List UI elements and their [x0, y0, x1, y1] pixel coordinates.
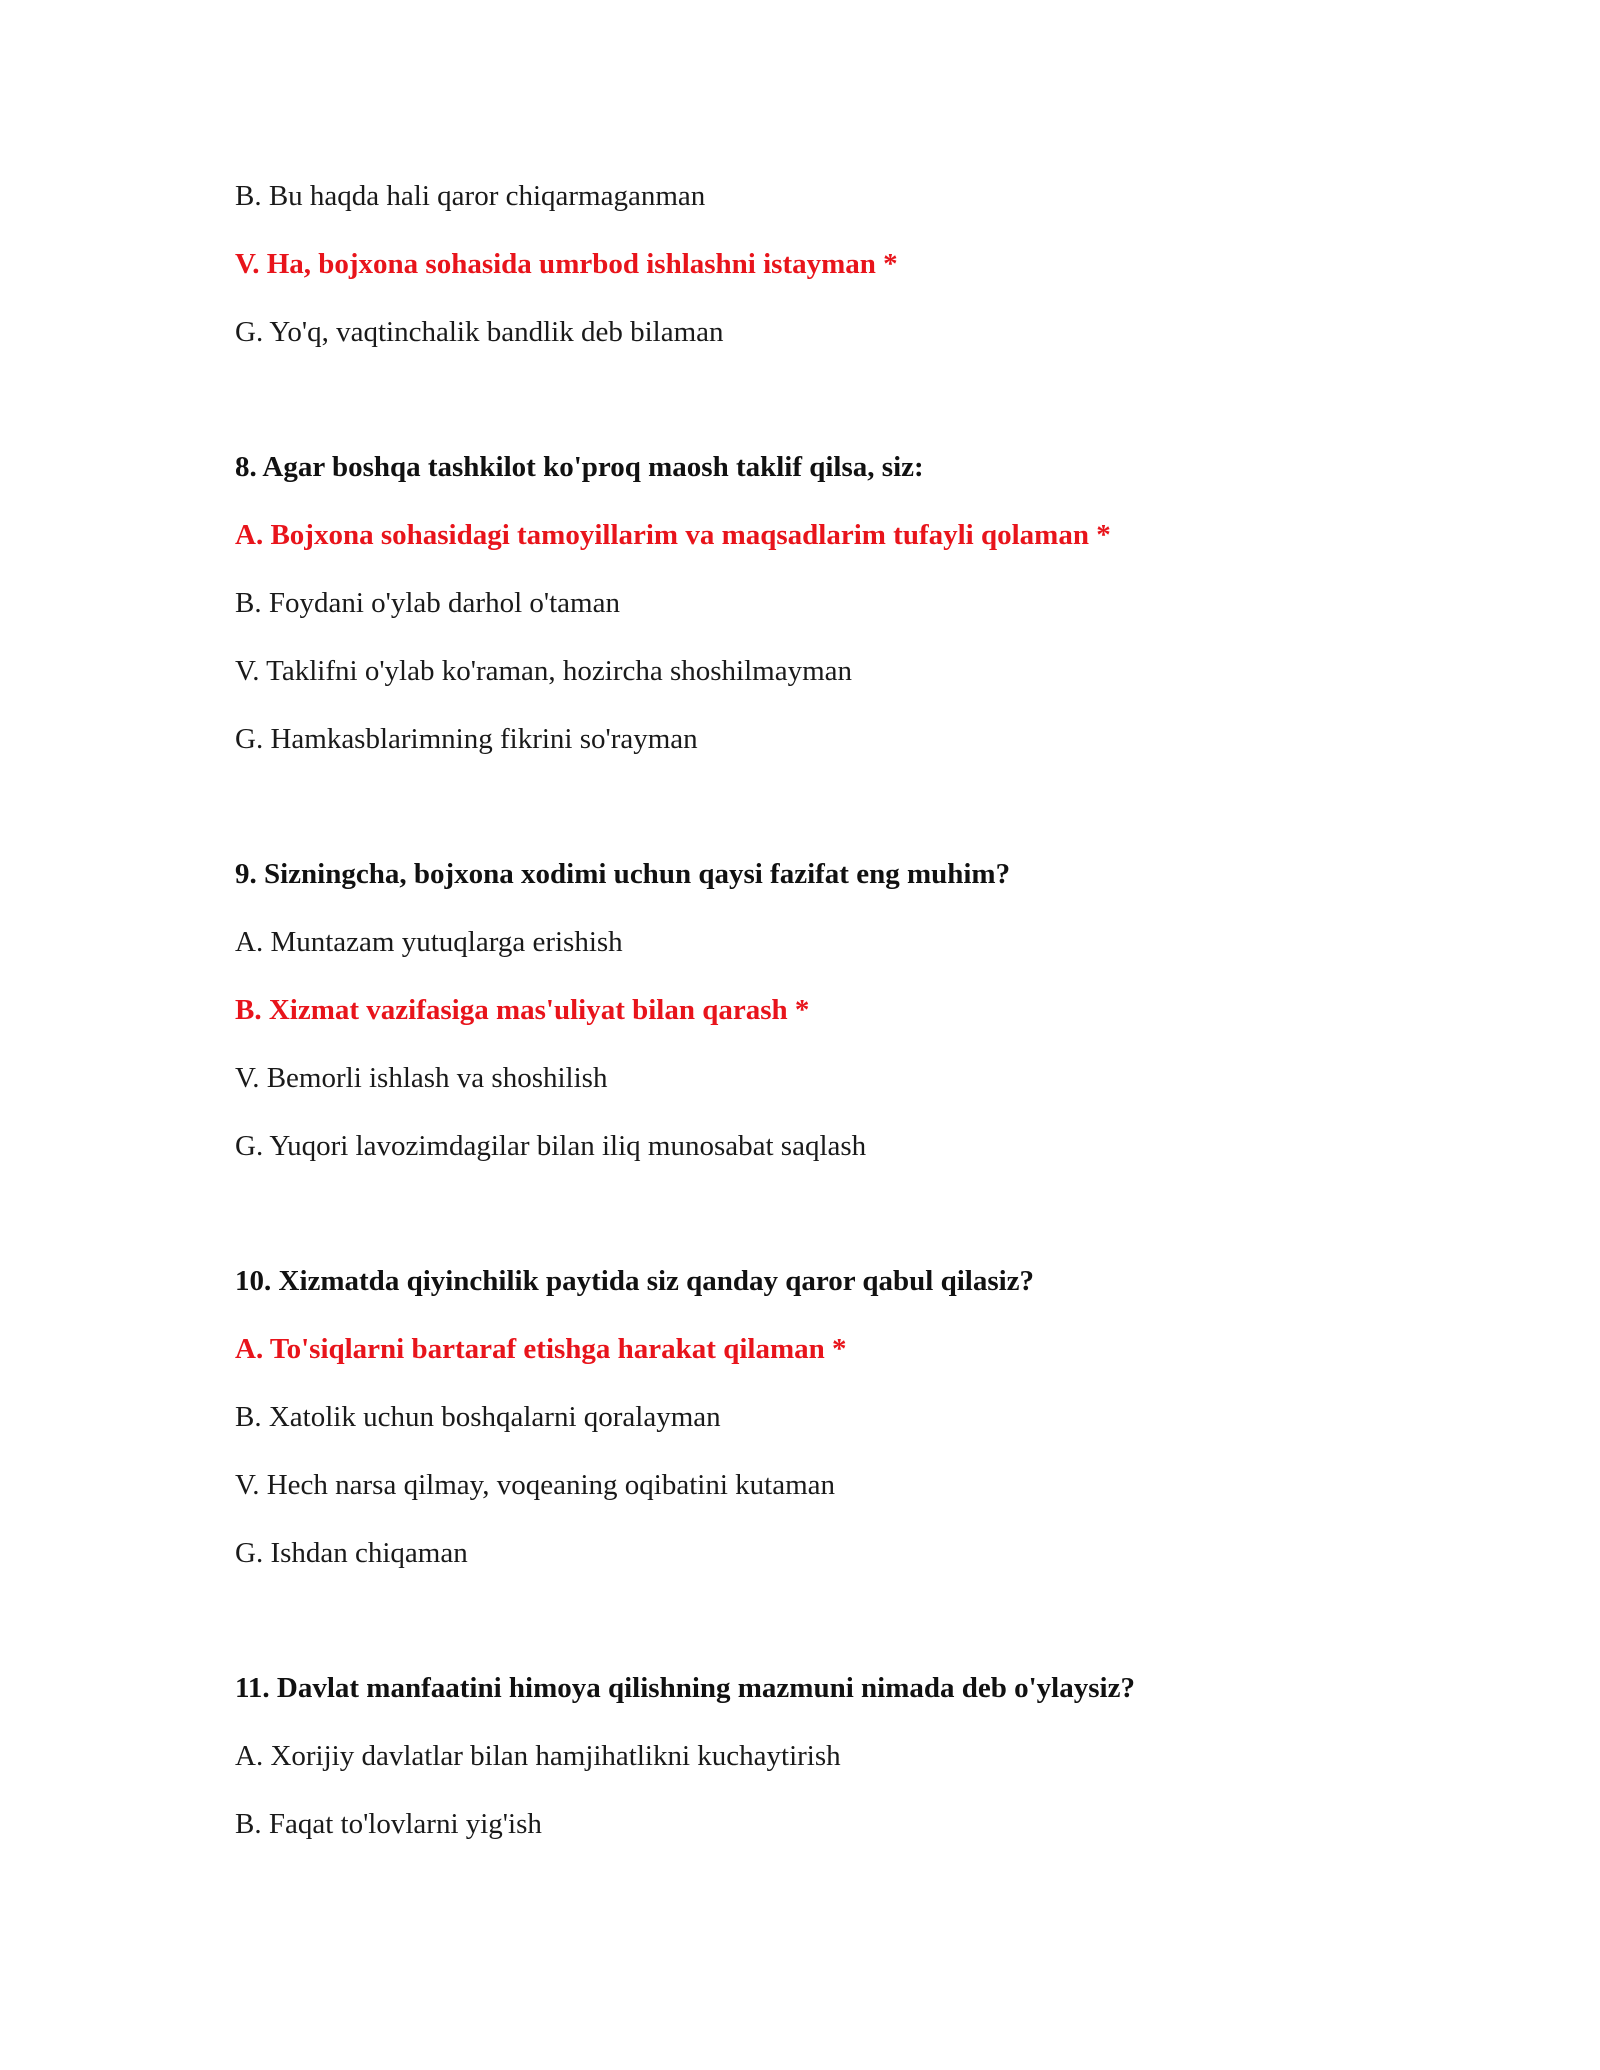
answer-option: G. Ishdan chiqaman: [235, 1537, 468, 1569]
spacer: [235, 1603, 1435, 1670]
question-text: 10. Xizmatda qiyinchilik paytida siz qanday qaror qabul qilasiz?: [235, 1265, 1035, 1297]
question-text: 11. Davlat manfaatini himoya qilishning mazmuni nimada deb o'ylaysiz?: [235, 1672, 1135, 1704]
question-block-7-continued: [235, 178, 1435, 350]
answer-option: B. Foydani o'ylab darhol o'taman: [235, 587, 620, 619]
question-text: 9. Sizningcha, bojxona xodimi uchun qaysi fazifat eng muhim?: [235, 858, 1011, 890]
correct-answer-option: V. Ha, bojxona sohasida umrbod ishlashni istayman *: [235, 248, 898, 280]
answer-option: B. Xatolik uchun boshqalarni qoralayman: [235, 1401, 721, 1433]
answer-option: V. Taklifni o'ylab ko'raman, hozircha shoshilmayman: [235, 655, 853, 687]
question-block-10: [235, 1263, 1435, 1571]
correct-answer-option: A. Bojxona sohasidagi tamoyillarim va maqsadlarim tufayli qolaman *: [235, 519, 1111, 551]
correct-answer-option: B. Xizmat vazifasiga mas'uliyat bilan qarash *: [235, 994, 810, 1026]
answer-option: B. Faqat to'lovlarni yig'ish: [235, 1808, 542, 1840]
answer-option: V. Hech narsa qilmay, voqeaning oqibatini kutaman: [235, 1469, 835, 1501]
answer-option: G. Hamkasblarimning fikrini so'rayman: [235, 723, 698, 755]
answer-option: A. Xorijiy davlatlar bilan hamjihatlikni kuchaytirish: [235, 1740, 841, 1772]
correct-answer-option: A. To'siqlarni bartaraf etishga harakat qilaman *: [235, 1333, 847, 1365]
question-block-8: [235, 449, 1435, 757]
answer-option: G. Yo'q, vaqtinchalik bandlik deb bilaman: [235, 316, 724, 348]
answer-option: G. Yuqori lavozimdagilar bilan iliq munosabat saqlash: [235, 1130, 867, 1162]
answer-option: B. Bu haqda hali qaror chiqarmaganman: [235, 180, 706, 212]
quiz-content: [235, 178, 1435, 1874]
spacer: [235, 382, 1435, 449]
question-block-9: [235, 856, 1435, 1164]
spacer: [235, 1196, 1435, 1263]
answer-option: V. Bemorli ishlash va shoshilish: [235, 1062, 608, 1094]
answer-option: A. Muntazam yutuqlarga erishish: [235, 926, 623, 958]
question-block-11: [235, 1670, 1435, 1842]
spacer: [235, 789, 1435, 856]
question-text: 8. Agar boshqa tashkilot ko'proq maosh taklif qilsa, siz:: [235, 451, 924, 483]
